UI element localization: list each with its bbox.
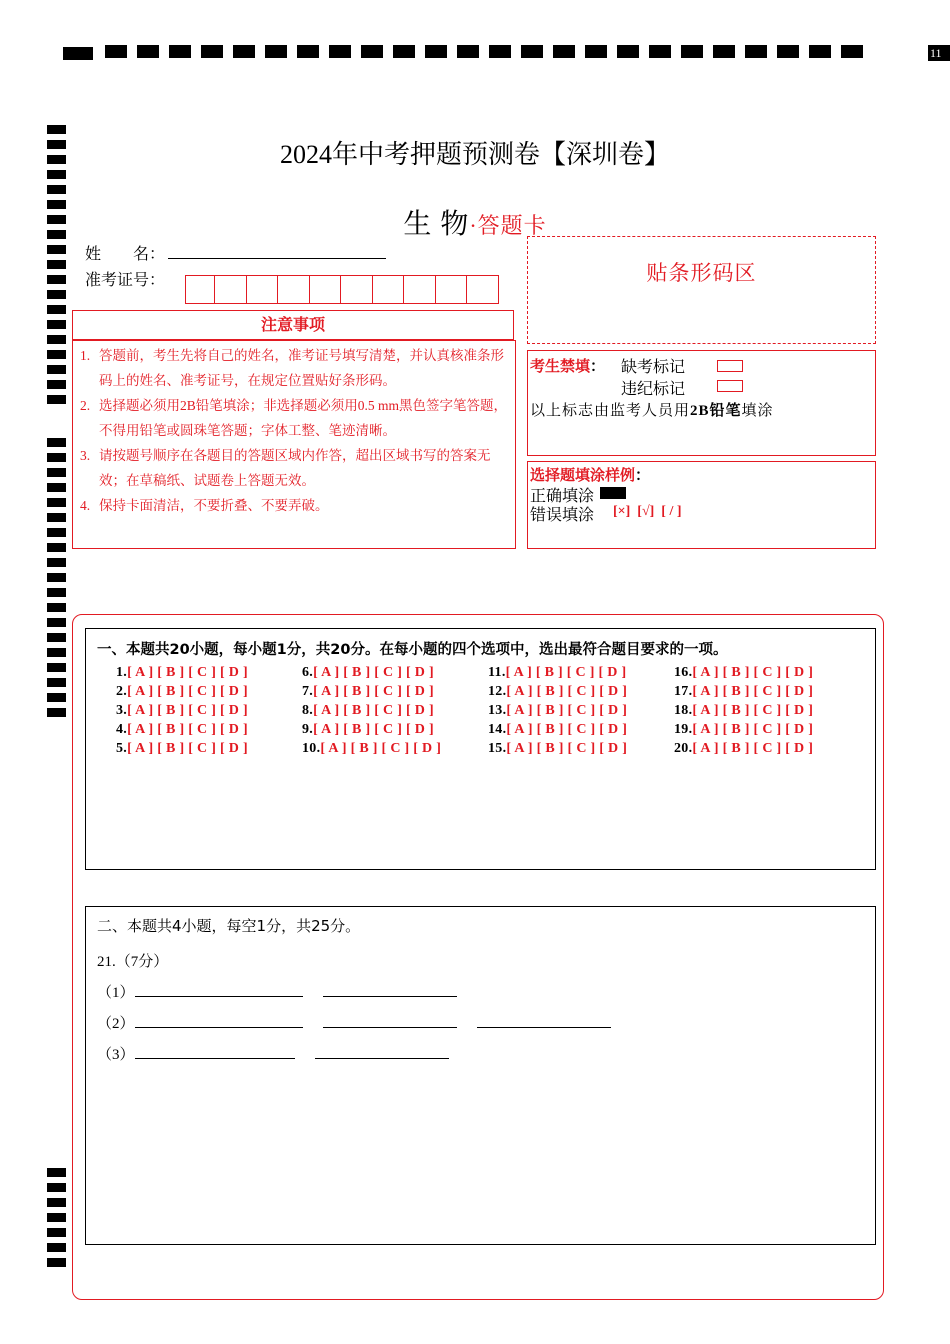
card-label: ·答题卡 <box>469 213 547 238</box>
choice-question[interactable] <box>116 665 248 681</box>
answer-options[interactable]: [ A ] [ B ] [ C ] [ D ] <box>692 741 814 756</box>
answer-options[interactable]: [ A ] [ B ] [ C ] [ D ] <box>505 665 627 680</box>
question-number: 11. <box>488 665 506 680</box>
id-digit-box[interactable] <box>310 275 342 304</box>
notice-item: 2. 选择题必须用2B铅笔填涂；非选择题必须用0.5 mm黑色签字笔答题，不得用铅笔或圆珠笔答题；字体工整、笔迹清晰。 <box>80 398 508 438</box>
answer-options[interactable]: [ A ] [ B ] [ C ] [ D ] <box>506 703 628 718</box>
answer-options[interactable]: [ A ] [ B ] [ C ] [ D ] <box>320 741 442 756</box>
choice-question[interactable] <box>302 741 441 757</box>
choice-question[interactable] <box>488 684 627 700</box>
id-digit-box[interactable] <box>341 275 373 304</box>
question-number: 8. <box>302 703 314 718</box>
question-number: 4. <box>116 722 128 737</box>
answer-options[interactable]: [ A ] [ B ] [ C ] [ D ] <box>127 703 248 718</box>
answer-options[interactable]: [ A ] [ B ] [ C ] [ D ] <box>692 722 814 737</box>
sample-fill-box: 选择题填涂样例： 正确填涂 错误填涂 [×] [√] [ / ] <box>527 461 876 549</box>
question-number: 18. <box>674 703 693 718</box>
choice-question[interactable] <box>116 684 248 700</box>
question-number: 16. <box>674 665 693 680</box>
question-number: 17. <box>674 684 693 699</box>
notice-heading: 注意事项 <box>72 310 514 340</box>
id-label: 准考证号： <box>85 272 166 289</box>
barcode-area[interactable]: 贴条形码区 <box>527 236 876 344</box>
notice-item: 4. 保持卡面清洁，不要折叠、不要弄破。 <box>80 498 329 513</box>
answer-options[interactable]: [ A ] [ B ] [ C ] [ D ] <box>127 665 248 680</box>
choice-question[interactable] <box>488 665 626 681</box>
choice-question[interactable] <box>302 703 434 719</box>
wrong-fill-label: 错误填涂 <box>530 507 595 524</box>
choice-question[interactable] <box>116 741 248 757</box>
answer-options[interactable]: [ A ] [ B ] [ C ] [ D ] <box>506 684 628 699</box>
choice-question[interactable] <box>674 665 813 681</box>
choice-question[interactable] <box>116 703 248 719</box>
choice-question[interactable] <box>674 703 813 719</box>
choice-question[interactable] <box>674 684 813 700</box>
section-fill-in <box>85 906 876 1245</box>
notice-item: 3. 请按题号顺序在各题目的答题区域内作答，超出区域书写的答案无效；在草稿纸、试题卷上答题无效。 <box>80 448 491 488</box>
id-digit-box[interactable] <box>404 275 436 304</box>
answer-options[interactable]: [ A ] [ B ] [ C ] [ D ] <box>313 703 434 718</box>
violation-mark-box[interactable] <box>717 380 743 392</box>
answer-row-1[interactable]: （1） <box>97 981 457 1002</box>
absent-mark-label: 缺考标记 <box>621 359 686 376</box>
id-digit-box[interactable] <box>373 275 405 304</box>
correct-fill-sample <box>600 487 626 499</box>
choice-question[interactable] <box>302 722 434 738</box>
choice-question[interactable] <box>674 722 813 738</box>
answer-options[interactable]: [ A ] [ B ] [ C ] [ D ] <box>127 684 248 699</box>
name-field[interactable] <box>168 258 386 259</box>
answer-row-3[interactable]: （3） <box>97 1043 449 1064</box>
answer-options[interactable]: [ A ] [ B ] [ C ] [ D ] <box>313 722 434 737</box>
question-number: 7. <box>302 684 314 699</box>
answer-options[interactable]: [ A ] [ B ] [ C ] [ D ] <box>127 741 248 756</box>
question-number: 19. <box>674 722 693 737</box>
correct-fill-label: 正确填涂 <box>530 488 595 505</box>
question-21-label: 21.（7分） <box>97 954 169 970</box>
question-number: 1. <box>116 665 128 680</box>
answer-options[interactable]: [ A ] [ B ] [ C ] [ D ] <box>127 722 248 737</box>
timing-track-top <box>63 45 942 61</box>
choice-question[interactable] <box>488 741 627 757</box>
choice-question[interactable] <box>488 703 627 719</box>
question-number: 20. <box>674 741 693 756</box>
page-number: 11 <box>928 45 950 61</box>
question-number: 10. <box>302 741 321 756</box>
notice-item: 1. 答题前，考生先将自己的姓名，准考证号填写清楚，并认真核准条形码上的姓名、准考证号，在规定位置贴好条形码。 <box>80 348 504 388</box>
choice-question[interactable] <box>302 665 434 681</box>
question-number: 9. <box>302 722 314 737</box>
violation-mark-label: 违纪标记 <box>621 381 686 398</box>
id-digit-box[interactable] <box>215 275 247 304</box>
name-label: 姓 名： <box>85 246 166 263</box>
answer-options[interactable]: [ A ] [ B ] [ C ] [ D ] <box>313 684 434 699</box>
answer-options[interactable]: [ A ] [ B ] [ C ] [ D ] <box>506 722 628 737</box>
choice-question[interactable] <box>674 741 813 757</box>
notice-box <box>72 340 516 549</box>
id-digit-box[interactable] <box>436 275 468 304</box>
choice-question[interactable] <box>488 722 627 738</box>
question-number: 12. <box>488 684 507 699</box>
forbidden-note: 以上标志由监考人员用2B铅笔填涂 <box>530 403 774 419</box>
question-number: 3. <box>116 703 128 718</box>
id-digit-box[interactable] <box>247 275 279 304</box>
question-number: 2. <box>116 684 128 699</box>
answer-row-2[interactable]: （2） <box>97 1012 611 1033</box>
choice-question[interactable] <box>302 684 434 700</box>
id-digit-box[interactable] <box>185 275 215 304</box>
section1-title: 一、本题共20小题，每小题1分，共20分。在每小题的四个选项中，选出最符合题目要求的一项。 <box>97 642 728 658</box>
exam-title: 2024年中考押题预测卷【深圳卷】 <box>279 140 670 169</box>
id-digit-box[interactable] <box>467 275 499 304</box>
answer-options[interactable]: [ A ] [ B ] [ C ] [ D ] <box>313 665 434 680</box>
exam-id-boxes[interactable] <box>185 275 499 304</box>
forbidden-fill-box: 考生禁填： 缺考标记 违纪标记 以上标志由监考人员用2B铅笔填涂 <box>527 350 876 456</box>
id-digit-box[interactable] <box>278 275 310 304</box>
choice-question[interactable] <box>116 722 248 738</box>
question-number: 5. <box>116 741 128 756</box>
sample-label: 选择题填涂样例 <box>530 466 636 484</box>
section2-title: 二、本题共4小题，每空1分，共25分。 <box>97 917 361 935</box>
forbidden-label: 考生禁填 <box>530 357 591 375</box>
answer-options[interactable]: [ A ] [ B ] [ C ] [ D ] <box>692 665 814 680</box>
section-choice <box>85 628 876 870</box>
subject-name: 生 物 <box>403 209 470 240</box>
question-number: 15. <box>488 741 507 756</box>
question-number: 13. <box>488 703 507 718</box>
wrong-fill-samples: [×] [√] [ / ] <box>613 504 682 519</box>
answer-options[interactable]: [ A ] [ B ] [ C ] [ D ] <box>506 741 628 756</box>
answer-options[interactable]: [ A ] [ B ] [ C ] [ D ] <box>692 703 814 718</box>
question-number: 6. <box>302 665 314 680</box>
absent-mark-box[interactable] <box>717 360 743 372</box>
answer-options[interactable]: [ A ] [ B ] [ C ] [ D ] <box>692 684 814 699</box>
question-number: 14. <box>488 722 507 737</box>
